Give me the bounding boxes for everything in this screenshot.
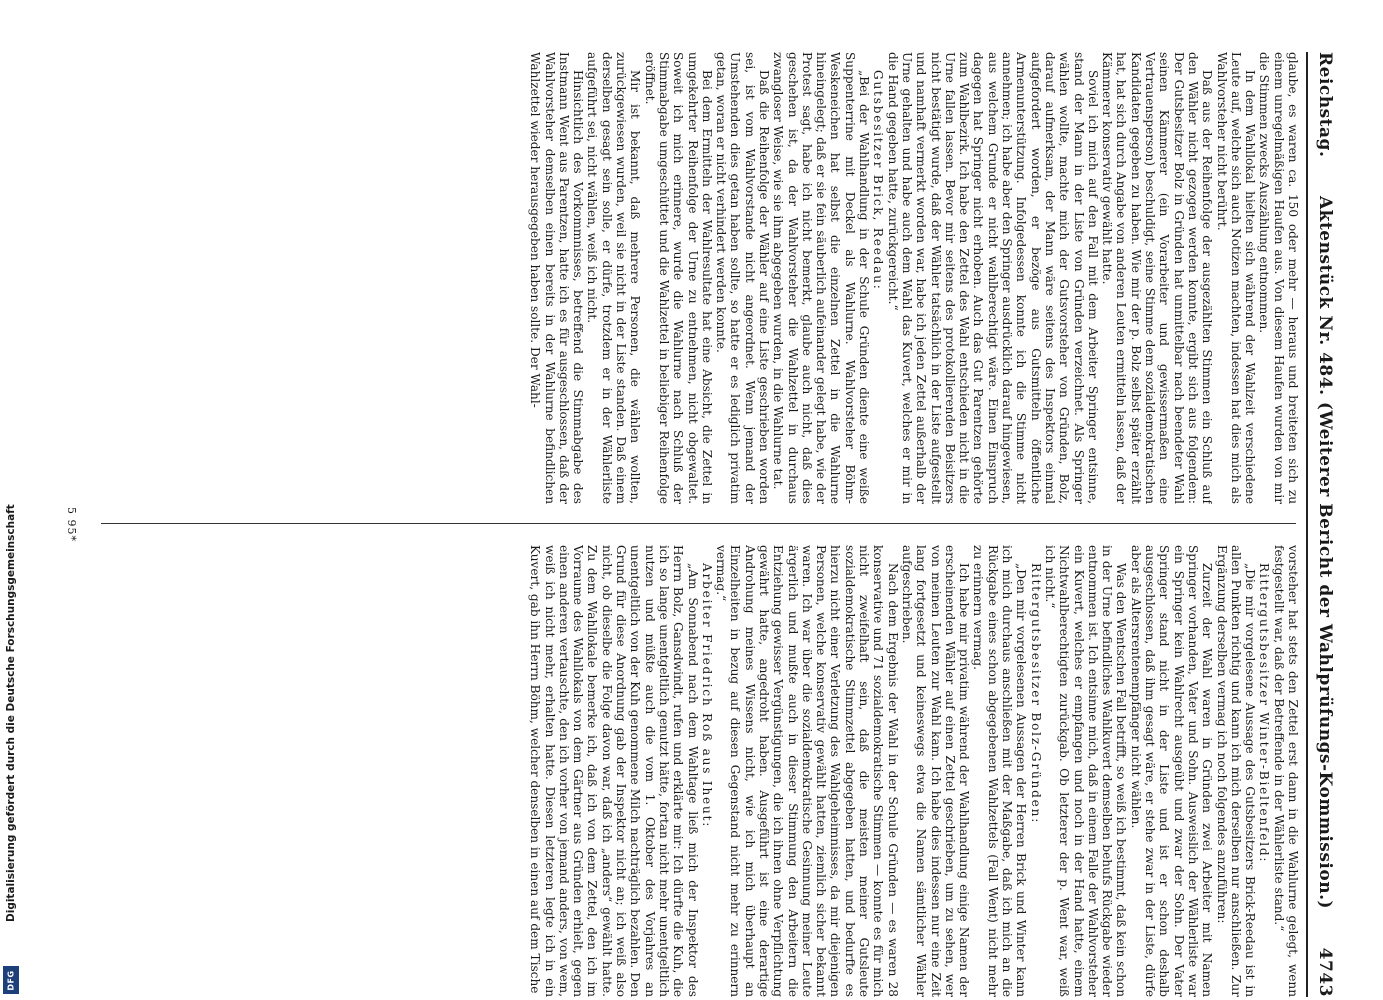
page-header (1310, 52, 1340, 997)
speaker-heading: Gutsbesitzer Brick, Reedau: (871, 70, 886, 291)
header-title: Aktenstück Nr. 484. (Weiterer Bericht der Wahlprüfungs-Kommission.) (1315, 195, 1335, 910)
speaker-heading: Arbeiter Friedrich Roß aus Iheut: (699, 563, 714, 829)
paragraph: glaube, es waren ca. 150 oder mehr — heraus und breiteten sich zu einem unregelmäßigen Haufen aus. Von diesem Haufen wurden von mir die Stimmen zwecks Auszählung entnommen. (1257, 52, 1300, 504)
column-divider (101, 523, 1296, 524)
logo-text: DFG (6, 969, 16, 991)
paragraph: „Den mir vorgelesenen Aussagen der Herren Brick und Winter kann ich mich durchaus anschließen mit der Maßgabe, daß ich mich an die Rückgabe eines schon abgegebenen Wahlzettels (Fall Went) nicht mehr zu erinnern vermag. (971, 545, 1029, 997)
paragraph: Daß aus der Reihenfolge der ausgezählten Stimmen ein Schluß auf den Wähler nicht gezogen werden konnte, ergibt sich aus folgendem: Der Gutsbesitzer Bolz in Gründen hat unmittelbar nach beendeter Wahl seinen Kämmerer (ein Vorarbeiter und gewissermaßen eine Vertrauensperson) beschuldigt, seine Stimme dem sozialdemokratischen Kandidaten gegeben zu haben. Wie mir der p. Bolz selbst später erzählt hat, hat sich durch Angabe von anderen Leuten ermitteln lassen, daß der Kämmerer konservativ gewählt hatte. (1100, 52, 1215, 504)
header-left: Reichstag. (1315, 52, 1335, 158)
paragraph: vorsteher hat stets den Zettel erst dann in die Wahlurne gelegt, wenn festgestellt war, daß der Betreffende in der Wählerliste stand.“ (1271, 545, 1300, 997)
paragraph: „Die mir vorgelesene Aussage des Gutsbesitzers Brick-Reedau ist in allen Punkten richtig und kann ich mich derselben nur anschließen. Zur Ergänzung derselben vermag ich noch folgendes anzuführen: (1214, 545, 1258, 997)
paragraph: Daß die Reihenfolge der Wähler auf eine Liste geschrieben worden sei, ist vom Wahlvorstande nicht angeordnet. Wenn jemand der Umstehenden dies getan haben sollte, so hatte er es lediglich privatim getan, woran er nicht verhindert werden konnte. (714, 52, 772, 504)
left-column (85, 52, 1300, 504)
paragraph: „Bei der Wahlhandlung in der Schule Gründen diente eine weiße Suppenterrine mit Deckel als Wahlurne. Wahlvorsteher Böhm-Weskeneichen hat selbst die einzelnen Zettel in die Wahlurne hineingelegt; daß er sie fein säuberlich aufeinander gelegt habe, wie der Protest sagt, habe ich nicht bemerkt, glaube auch nicht, daß dies geschehen ist, da der Wahlvorsteher die Wahlzettel in durchaus zwangloser Weise, wie sie ihm abgegeben wurden, in die Wahlurne tat. (771, 52, 872, 504)
credit-text: Digitalisierung gefördert durch die Deutsche Forschungsgemeinschaft (5, 504, 17, 922)
paragraph: Bei dem Ermitteln der Wahlresultate hat eine Absicht, die Zettel in umgekehrter Reihenfolge der Urne zu entnehmen, nicht obgewaltet. Soweit ich mich erinnere, wurde die Wahlurne nach Schluß der Stimmabgabe umgeschüttet und die Wahlzettel in beliebiger Reihenfolge eröffnet. (642, 52, 714, 504)
paragraph: In dem Wahllokal hielten sich während der Wahlzeit verschiedene Leute auf, welche sich auch Notizen machten, indessen hat dies mich als Wahlvorsteher nicht berührt. (1214, 52, 1258, 504)
page-number: 4743 (1315, 947, 1335, 997)
speaker-heading: Rittergutsbesitzer Winter-Bieltenfeld: (1257, 563, 1272, 864)
signature-mark: 5 95* (65, 507, 78, 542)
paragraph: Ich habe mir privatim während der Wahlhandlung einige Namen der erscheinenden Wähler auf einen Zettel geschrieben, um zu sehen, wer von meinen Leuten zur Wahl kam. Ich habe dies indessen nur eine Zeit lang fortgesetzt und keineswegs etwa die Namen sämtlicher Wähler aufgeschrieben. (899, 545, 972, 997)
paragraph: Mir ist bekannt, daß mehrere Personen, die wählen wollten, zurückgewiesen wurden, weil sie nicht in der Liste standen. Daß einem derselben gesagt sein solle, er dürfe, trotzdem er in der Wählerliste aufgeführt sei, nicht wählen, weiß ich nicht. (585, 52, 643, 504)
document-page (50, 52, 1340, 997)
digitization-credit (4, 0, 18, 1000)
paragraph: Was den Wentschen Fall betrifft, so weiß ich bestimmt, daß kein schon in der Urne befindliches Wahlkuvert demselben behufs Rückgabe wieder entnommen ist. Ich entsinne mich, daß in einem Falle der Wahlvorsteher ein Kuvert, welches er empfangen und noch in der Hand hatte, einem Nichtwahlberechtigten zurückgab. Ob letzterer der p. Went war, weiß ich nicht.“ (1042, 545, 1129, 997)
paragraph: „Am Sonnabend nach dem Wahltage ließ mich der Inspektor des Herrn Bolz, Gansdwindt, rufen und erklärte mir: Ich dürfte die Kuh, die ich so lange unentgeltlich genutzt hätte, fortan nicht mehr unentgeltlich nutzen und müßte auch die vom 1. Oktober des Vorjahres an unentgeltlich von der Kuh genommene Milch nachträglich bezahlen. Den Grund für diese Anordnung gab der Inspektor nicht an; ich weiß also nicht, ob dieselbe die Folge davon war, daß ich „anders“ gewählt hatte. Zu dem Wahllokale bemerke ich, daß ich von dem Zettel, den ich im Vorraume des Wahllokals von dem Gärtner aus Gründen erhielt, gegen einen anderen vertauschte, den ich vorher von jemand anders, von wem, weiß ich nicht mehr, erhalten hatte. Diesen letzteren legte ich in ein Kuvert, gab ihn Herrn Böhm, welcher denselben in einen auf dem Tische (528, 545, 700, 997)
paragraph: Soviel ich mich auf den Fall mit dem Arbeiter Springer entsinne, stand der Mann in der Liste von Gründen verzeichnet. Als Springer wählen wollte, machte mich der Gutsvorsteher von Gründen, Bolz, darauf aufmerksam, der Mann wäre seitens des Inspektors einmal aufgefordert worden, er bezöge aus Gutsmitteln öffentliche Armenunterstützung. Infolgedessen konnte ich die Stimme nicht annehmen; ich habe aber den Springer ausdrücklich darauf hingewiesen, aus welchem Grunde er nicht wahlberechtigt wäre. Einen Einspruch dagegen hat Springer nicht erhoben. Auch das Gut Parentzen gehörte zum Wahlbezirk. Ich habe den Zettel des Wahl entschieden nicht in die Urne fallen lassen. Bevor mir seitens des protokollierenden Beisitzers nicht bestätigt wurde, daß der Wähler tatsächlich in der Liste aufgestellt und namhaft vermerkt worden war, habe ich jeden Zettel außerhalb der Urne gehalten und habe auch dem Wahl das Kuvert, welches er mir in die Hand gegeben hatte, zurückgereicht.“ (885, 52, 1100, 504)
paragraph: Zurzeit der Wahl waren in Gründen zwei Arbeiter mit Namen Springer vorhanden, Vater und Sohn. Ausweislich der Wählerliste war ein Springer kein Wahlrecht ausgeübt und zwar der Sohn. Der Vater Springer stand nicht in der Liste und ist er schon deshalb ausgeschlossen, daß ihm gesagt wäre, er stehe zwar in der Liste, dürfe aber als Altersrentenempfänger nicht wählen. (1128, 545, 1215, 997)
right-column (85, 545, 1300, 997)
paragraph: Hinsichtlich des Vorkommnisses, betreffend die Stimmabgabe des Instmann Went aus Parentzen, hatte ich es für ausgeschlossen, daß der Wahlvorsteher demselben einen bereits in der Wahlurne befindlichen Wahlzettel wieder herausgegeben haben sollte. Der Wahl- (528, 52, 586, 504)
header-rule (1306, 52, 1308, 997)
dfg-logo-icon (3, 966, 19, 994)
paragraph: Nach dem Ergebnis der Wahl in der Schule Gründen — es waren 28 konservative und 71 sozialdemokratische Stimmen — konnte es für mich nicht zweifelhaft sein, daß die meisten meiner Gutsleute sozialdemokratische Stimmzettel abgegeben hatten, und bedurfte es hierzu nicht einer Verletzung des Wahlgeheimnisses, da mir diejenigen Personen, welche konservativ gewählt hatten, ziemlich sicher bekannt waren. Ich war über die sozialdemokratische Gesinnung meiner Leute ärgerlich und mußte auch in dieser Stimmung den Arbeitern die Entziehung gewisser Vergünstigungen, die ich ihnen ohne Verpflichtung gewährt hatte, angedroht haben. Ausgeführt ist eine derartige Androhung meines Wissens nicht, wie ich mich überhaupt an Einzelheiten in bezug auf diesen Gegenstand nicht mehr zu erinnern vermag.“ (714, 545, 900, 997)
speaker-heading: Rittergutsbesitzer Bolz-Gründen: (1028, 563, 1043, 825)
